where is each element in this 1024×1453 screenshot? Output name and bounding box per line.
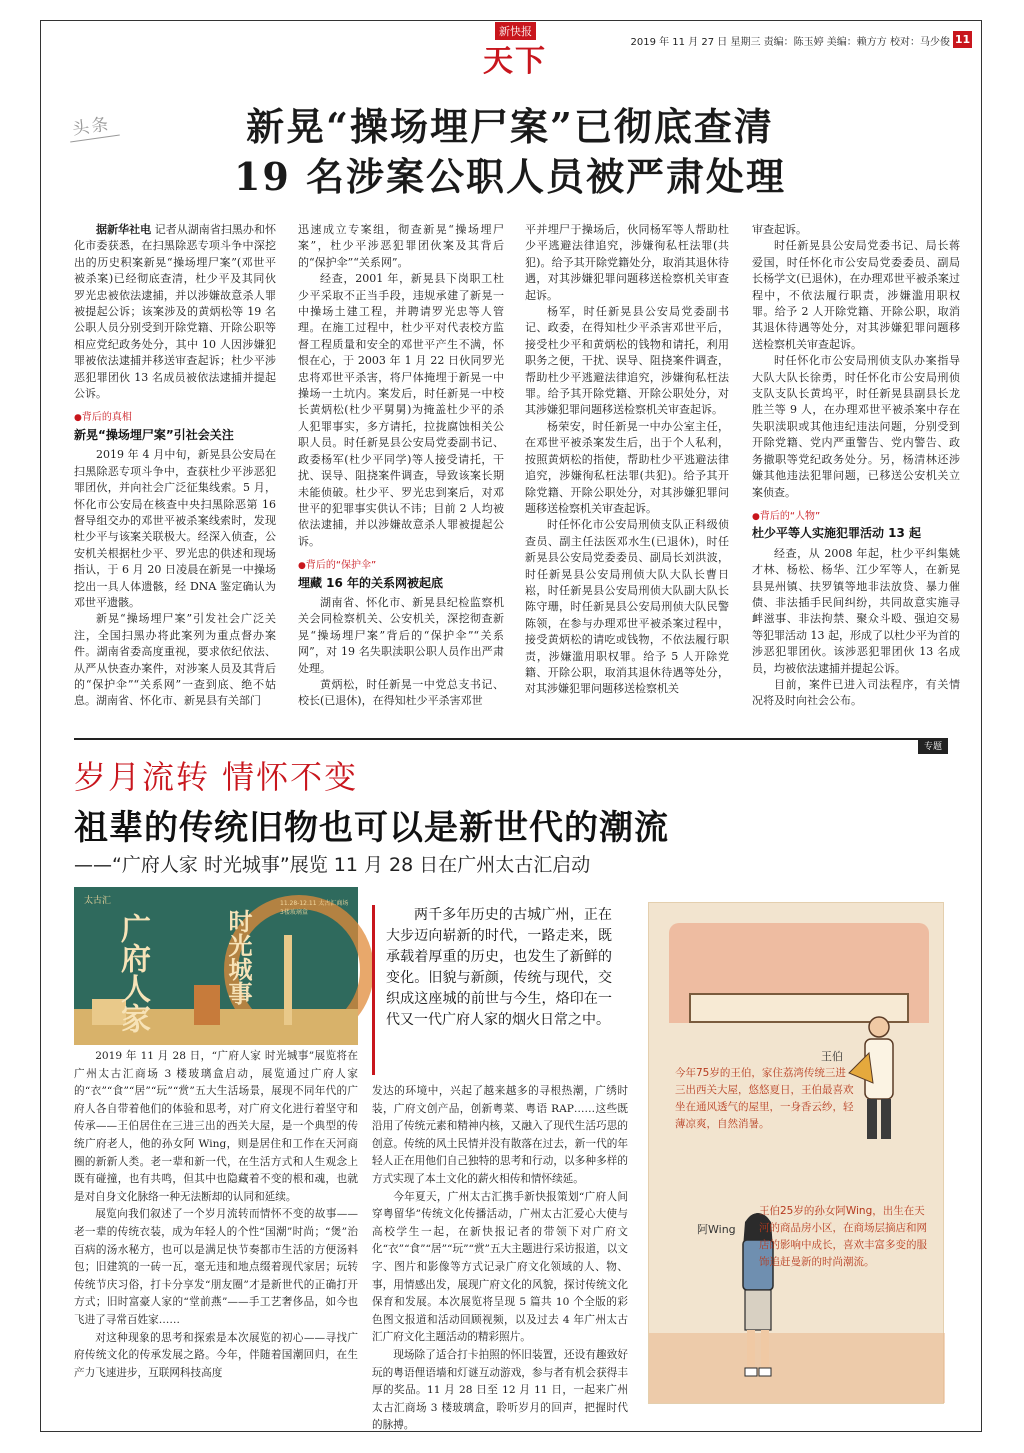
subsection-heading: 新晃“操场埋尸案”引社会关注 <box>74 427 234 442</box>
paragraph: 今年夏天，广州太古汇携手新快报策划“广府人间 穿粤留华”传统文化传播活动，广州太古汇爱心大使与高校学生一起，在新快报记者的带领下对广府文化“衣”“食”“居”“玩”“赏”五大主题进行采访报道，以文字、图片和影像等方式记录广府文化领域的人、物、事，用情感出发，展现广府文化的风貌，探讨传统文化保育和发展。本次展览将呈现 5 篇共 10 个全版的彩色图文报道和活动回顾视频，以及过去 4 年广州太古汇广府文化主题活动的精彩照片。 <box>372 1190 628 1344</box>
paragraph: 时任新晃县公安局党委书记、局长蒋爱国，时任怀化市公安局党委委员、副局长杨学文(已退休)，在办理邓世平被杀案过程中，不依法履行职责，涉嫌滥用职权罪。给予 2 人开除党籍、开除公职，取消其退休待遇等处分，对其涉嫌犯罪问题移送检察机关审查起诉。 <box>752 239 960 351</box>
top-story-tag: 头条 <box>71 114 112 140</box>
poster-title-a: 广府人家 <box>115 913 150 1033</box>
paragraph: 迅速成立专案组，彻查新晃“操场埋尸案”，杜少平涉恶犯罪团伙案及其背后的“保护伞”“关系网”。 <box>298 223 504 269</box>
paragraph: 杨军，时任新晃县公安局党委副书记、政委，在得知杜少平杀害邓世平后，接受杜少平和黄炳松的钱物和请托，利用职务之便，干扰、误导、阻挠案件调查，帮助杜少平逃避法律追究，涉嫌徇私枉法罪。给予其开除党籍、开除公职处分，对其涉嫌犯罪问题移送检察机关审查起诉。 <box>525 305 729 417</box>
feature-column-right <box>372 1083 628 1432</box>
poster-canton-tower <box>284 935 292 1025</box>
paragraph: 发达的环境中，兴起了越来越多的寻根热潮，广绣时装，广府文创产品，创新粤菜、粤语 RAP……这些既沿用了传统元素和精神内核，又融入了现代生活巧思的创意。传统的风土民情并没有散落在过去，新一代的年轻人正在用他们自己独特的思考和行动，以多种多样的方式实现了本土文化的薪火相传和情怀续延。 <box>372 1085 628 1185</box>
story-column-3 <box>525 222 729 744</box>
paragraph: 展览向我们叙述了一个岁月流转而情怀不变的故事——老一辈的传统衣装，成为年轻人的个性“国潮”时尚；“煲”治百病的汤水秘方，也可以是满足快节奏都市生活的方便汤料包；旧建筑的一砖一瓦，毫无违和地点缀着现代家居；玩转传统节庆习俗，打卡分享发“朋友圈”才是新世代的正确打开方式；旧时富豪人家的“堂前燕”——手工艺奢侈品，如今也飞进了寻常百姓家…… <box>74 1208 358 1326</box>
story-column-1 <box>74 222 276 744</box>
brand-logo: 新快报 <box>495 22 536 40</box>
elder-figure-icon <box>849 1013 909 1143</box>
paragraph: 审查起诉。 <box>752 223 807 236</box>
page-number: 11 <box>954 33 971 46</box>
paragraph: 经查，从 2008 年起，杜少平纠集姚才林、杨松、杨华、江少军等人，在新晃县晃州镇、扶罗镇等地非法放贷、暴力催债、非法插手民间纠纷，共同故意实施寻衅滋事、非法拘禁、聚众斗殴、强迫交易等犯罪活动 13 起，形成了以杜少平为首的涉恶犯罪团伙。该涉恶犯罪团伙 13 名成员，均被依法逮捕并提起公诉。 <box>752 546 960 675</box>
poster-title-b: 时光城事 <box>224 909 253 1005</box>
page-deck: 2019 年 11 月 27 日 星期三 责编：陈玉婷 美编：赖方方 校对：马少俊 <box>630 37 950 48</box>
poster-building <box>194 985 220 1025</box>
dateline: 据新华社电 <box>96 223 152 236</box>
feature-lead-quote: 两千多年历史的古城广州，正在大步迈向崭新的时代，一路走来，既承载着厚重的历史，也发生了新鲜的变化。旧貌与新颜，传统与现代，交织成这座城的前世与今生，烙印在一代又一代广府人家的烟火日常之中。 <box>386 907 612 1028</box>
section-divider <box>74 738 948 740</box>
paragraph: 目前，案件已进入司法程序，有关情况将及时向社会公布。 <box>752 677 960 708</box>
paragraph: 对这种现象的思考和探索是本次展览的初心——寻找广府传统文化的传承发展之路。今年，伴随着国潮回归，在生产力飞速进步，互联网科技高度 <box>74 1331 358 1379</box>
paragraph: 杨荣安，时任新晃一中办公室主任，在邓世平被杀案发生后，出于个人私利，按照黄炳松的指使，帮助杜少平逃避法律追究，涉嫌徇私枉法罪(共犯)。给予其开除党籍、开除公职处分，对其涉嫌犯罪问题移送检察机关审查起诉。 <box>525 419 729 515</box>
character-caption-1: 今年75岁的王伯，家住荔湾传统三进三出西关大屋，悠悠夏日，王伯最喜欢坐在通风透气的屋里，一身香云纱，轻薄凉爽，自然消暑。 <box>675 1067 854 1130</box>
lead-paragraph: 记者从湖南省扫黑办和怀化市委获悉，在扫黑除恶专项斗争中深挖出的历史积案新晃“操场埋尸案”(邓世平被杀案)已经彻底查清，杜少平及其同伙罗光忠被依法逮捕，并以涉嫌故意杀人罪被提起公诉；该案涉及的黄炳松等 19 名公职人员分别受到开除党籍、开除公职等相应党纪政务处分，其中 10 人因涉嫌犯罪被依法逮捕并移送审查起诉；杜少平涉恶犯罪团伙 13 名成员被依法逮捕并提起公诉。 <box>74 223 276 401</box>
exhibition-poster <box>74 887 358 1045</box>
subsection-heading: 埋藏 16 年的关系网被起底 <box>298 575 444 590</box>
paragraph: 现场除了适合打卡拍照的怀旧装置，还设有趣致好玩的粤语俚语墙和灯谜互动游戏，参与者有机会获得丰厚的奖品。11 月 28 日至 12 月 11 日，一起来广州太古汇商场 3 楼玻璃盒，聆听岁月的回声，把握时代的脉搏。 <box>372 1348 628 1432</box>
character-caption-2: 王伯25岁的孙女阿Wing，出生在天河的商品房小区，在商场层摘店和网店的影响中成长，喜欢丰富多变的服饰追赶曼新的时尚潮流。 <box>759 1205 927 1268</box>
subsection-heading: 杜少平等人实施犯罪活动 13 起 <box>752 526 922 541</box>
subsection-kicker: ●背后的“人物” <box>752 510 821 522</box>
paragraph: 2019 年 11 月 28 日，“广府人家 时光城事”展览将在广州太古汇商场 3 楼玻璃盒启动，展览通过广府人家的“衣”“食”“居”“玩”“赏”五大生活场景，展现不同年代的广府人各自带着他们的体验和思考，对广府文化进行着坚守和传承——王伯居住在三进三出的西关大屋，是一个典型的传统广府老人，他的孙女阿 Wing，则是居住和工作在天河商圈的新新人类。老一辈和新一代，在生活方式和人生观念上既有碰撞，也有共鸣，但其中也隐藏着不变的根和魂，也就是对自身文化脉络一种无法断却的认同和延续。 <box>74 1050 358 1203</box>
headline-line-2: 19 名涉案公职人员被严肃处理 <box>233 154 787 199</box>
feature-tag: 专题 <box>918 740 948 754</box>
section-title: 天下 <box>483 44 547 79</box>
paragraph: 黄炳松，时任新晃一中党总支书记、校长(已退休)，在得知杜少平杀害邓世 <box>298 677 504 708</box>
paragraph: 时任怀化市公安局刑侦支队正科级侦查员、副主任法医邓水生(已退休)，时任新晃县公安局党委委员、副局长刘洪波，时任新晃县公安局刑侦大队大队长曹日崧，时任新晃县公安局刑侦大队副大队长陈守珊，时任新晃县公安局刑侦大队民警陈领，在参与办理邓世平被杀案过程中，接受黄炳松的请吃或钱物，不依法履行职责，涉嫌滥用职权罪。给予 5 人开除党籍、开除公职，取消其退休待遇等处分，对其涉嫌犯罪问题移送检察机关 <box>525 518 729 696</box>
feature-headline: 祖辈的传统旧物也可以是新世代的潮流 <box>74 808 669 848</box>
paragraph: 平并埋尸于操场后，伙同杨军等人帮助杜少平逃避法律追究，涉嫌徇私枉法罪(共犯)。给予其开除党籍处分，取消其退休待遇，对其涉嫌犯罪问题移送检察机关审查起诉。 <box>525 223 729 302</box>
paragraph: 2019 年 4 月中旬，新晃县公安局在扫黑除恶专项斗争中，查获杜少平涉恶犯罪团伙，并向社会广泛征集线索。5 月，怀化市公安局在核查中央扫黑除恶第 16 督导组交办的邓世平被杀案线索时，发现杜少平与该案关联极大。经深入侦查，公安机关根据杜少平、罗光忠的供述和现场指认，于 6 月 20 日凌晨在新晃一中操场挖出一具人体遗骸，经 DNA 鉴定确认为邓世平遗骸。 <box>74 448 276 609</box>
quote-bar <box>372 905 375 1075</box>
subsection-kicker: ●背后的“保护伞” <box>298 560 377 572</box>
feature-title: 岁月流转 情怀不变 <box>74 758 359 796</box>
paragraph: 时任怀化市公安局刑侦支队办案指导大队大队长徐勇，时任怀化市公安局刑侦支队支队长黄坞平，时任新晃县副县长龙胜兰等 9 人，在办理邓世平被杀案中存在失职渎职或其他违纪违法问题，分别受到开除党籍、党内严重警告、党内警告、政务撤职等党纪政务处分。另，杨清林还涉嫌其他违法犯罪问题，已移送公安机关立案侦查。 <box>752 354 960 499</box>
character-name-2: 阿Wing <box>697 1223 736 1236</box>
illustration-city-skyline <box>649 1333 945 1403</box>
poster-logo: 太古汇 <box>84 896 112 906</box>
feature-subtitle: ——“广府人家 时光城事”展览 11 月 28 日在广州太古汇启动 <box>74 854 591 876</box>
paragraph: 新晃“操场埋尸案”引发社会广泛关注，全国扫黑办将此案列为重点督办案件。湖南省委高度重视，要求依纪依法、从严从快查办案件，对涉案人员及其背后的“保护伞”“关系网”一查到底、绝不姑息。湖南省、怀化市、新晃县有关部门 <box>74 612 276 708</box>
feature-illustration <box>648 902 944 1404</box>
story-column-2 <box>298 222 504 744</box>
paragraph: 经查，2001 年，新晃县下岗职工杜少平采取不正当手段，违规承建了新晃一中操场土建工程，并聘请罗光忠等人管理。在施工过程中，杜少平对代表校方监督工程质量和安全的邓世平产生不满，怀恨在心，于 2003 年 1 月 22 日伙同罗光忠将邓世平杀害，将尸体掩埋于新晃一中操场一土坑内。案发后，时任新晃一中校长黄炳松(杜少平舅舅)为掩盖杜少平的杀人犯罪事实，多方请托，拉拢腐蚀相关公职人员。时任新晃县公安局党委副书记、政委杨军(杜少平同学)等人接受请托，干扰、误导、阻挠案件调查，导致该案长期未能侦破。杜少平、罗光忠到案后，对邓世平的犯罪事实供认不讳；目前 2 人均被依法逮捕，并以涉嫌故意杀人罪被提起公诉。 <box>298 272 504 548</box>
paragraph: 湖南省、怀化市、新晃县纪检监察机关会同检察机关、公安机关，深挖彻查新晃“操场埋尸案”背后的“保护伞”“关系网”，对 19 名失职渎职公职人员作出严肃处理。 <box>298 595 504 675</box>
headline-line-1: 新晃“操场埋尸案”已彻底查清 <box>246 104 774 149</box>
feature-column-left <box>74 1048 358 1404</box>
subsection-kicker: ●背后的真相 <box>74 412 132 424</box>
character-name-1: 王伯 <box>821 1050 843 1063</box>
poster-info: 11.28-12.11 太古汇商场3楼玻璃盒 <box>280 900 349 916</box>
story-column-4 <box>752 222 960 744</box>
